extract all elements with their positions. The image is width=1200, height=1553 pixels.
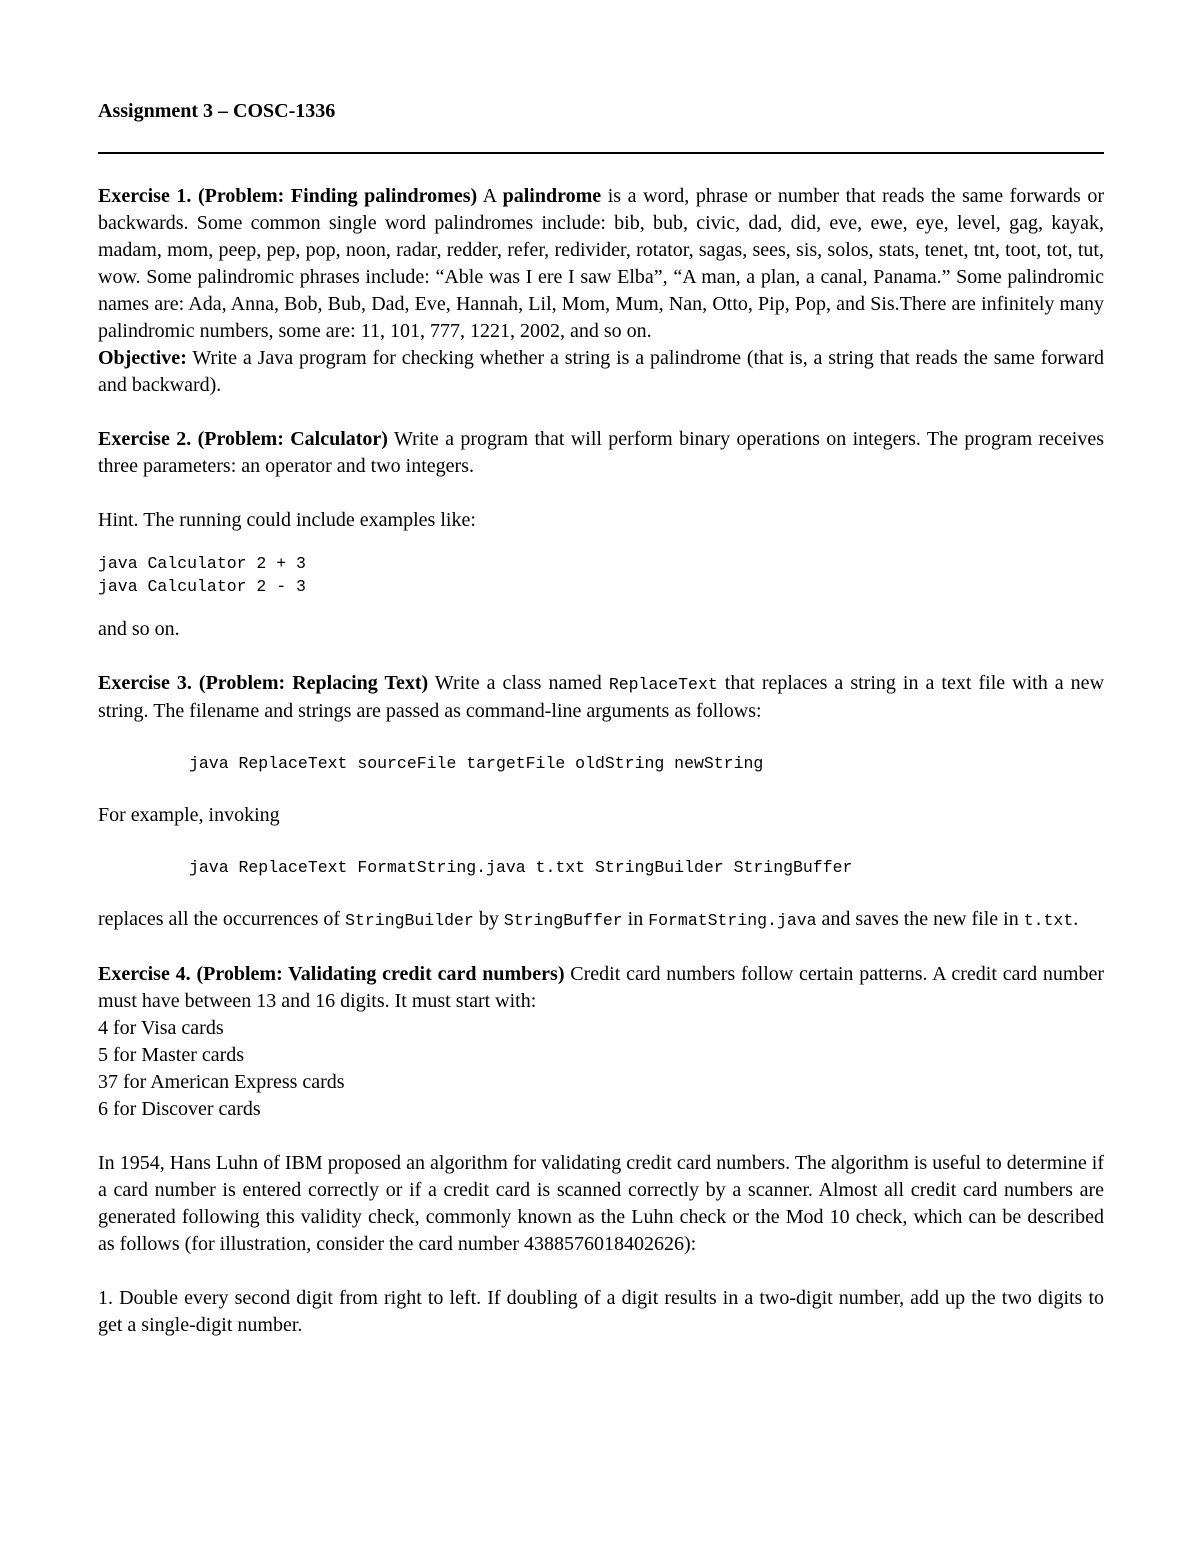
for-example-text: For example, invoking — [98, 804, 280, 826]
exercise-2-problem: (Problem: Calculator) — [197, 428, 388, 450]
exercise-3-paragraph — [98, 670, 1104, 725]
exercise-1-text-b: is a word, phrase or number that reads the same forwards or backwards. Some common single word palindromes include: bib, bub, civic, dad, did, eve, ewe, eye, level, gag, kayak, madam, mom, peep, pep, pop, noon, radar, redder, refer, redivider, rotator, sagas, sees, sis, solos, stats, tenet, tnt, toot, tot, tut, wow. Some palindromic phrases include: “Able was I ere I saw Elba”, “A man, a plan, a canal, Panama.” Some palindromic names are: Ada, Anna, Bob, Bub, Dad, Eve, Hannah, Lil, Mom, Mum, Nan, Otto, Pip, Pop, and Sis.There are infinitely many palindromic numbers, some are: 11, 101, 777, 1221, 2002, and so on. — [98, 185, 1104, 342]
exercise-2-text: Write a program that will perform binary operations on integers. The program receives three parameters: an operator and two integers. — [98, 428, 1105, 477]
inline-code: t.txt — [1023, 911, 1074, 930]
exercise-4-text: Credit card numbers follow certain patterns. A credit card number must have between 13 and 16 digits. It must start with: — [98, 963, 1105, 1012]
luhn-step-1: 1. Double every second digit from right to left. If doubling of a digit results in a two-digit number, add up the two digits to get a single-digit number. — [98, 1287, 1104, 1336]
text-run: replaces all the occurrences of — [98, 908, 346, 930]
inline-code: FormatString.java — [648, 911, 817, 930]
exercise-3-label: Exercise 3. — [98, 672, 192, 694]
inline-code: ReplaceText — [608, 675, 718, 694]
document-page — [98, 98, 1104, 1339]
objective-label: Objective: — [98, 347, 187, 369]
exercise-2-paragraph — [98, 426, 1104, 480]
text-run: by — [473, 908, 504, 930]
text-run: . — [1073, 908, 1079, 930]
exercise-4-label: Exercise 4. — [98, 963, 191, 985]
exercise-3-text-b: that replaces a string in a text file with a new string. The filename and strings are passed as command-line arguments as follows: — [98, 672, 1105, 722]
card-prefix-list — [98, 1015, 1104, 1123]
objective-text: Write a Java program for checking whether a string is a palindrome (that is, a string that reads the same forward and backward). — [98, 347, 1104, 396]
inline-code: StringBuffer — [503, 911, 623, 930]
exercise-1-problem: (Problem: Finding palindromes) — [198, 185, 478, 207]
code-line: java Calculator 2 - 3 — [98, 577, 306, 596]
inline-code: StringBuilder — [345, 911, 474, 930]
exercise-1-paragraph — [98, 183, 1104, 345]
text-run: and saves the new file in — [816, 908, 1024, 930]
exercise-4-paragraph — [98, 961, 1104, 1015]
calculator-example-code — [98, 552, 1104, 598]
title-divider — [98, 152, 1104, 154]
exercise-3-explanation — [98, 906, 1104, 934]
exercise-1-objective — [98, 345, 1104, 399]
code-line: java Calculator 2 + 3 — [98, 554, 306, 573]
exercise-2-label: Exercise 2. — [98, 428, 192, 450]
exercise-2-after: and so on. — [98, 618, 180, 640]
palindrome-term: palindrome — [502, 185, 602, 207]
exercise-3-problem: (Problem: Replacing Text) — [198, 672, 429, 694]
exercise-2-hint: Hint. The running could include examples like: — [98, 509, 476, 531]
exercise-1-text-a: A — [477, 185, 503, 207]
luhn-paragraph: In 1954, Hans Luhn of IBM proposed an algorithm for validating credit card numbers. The algorithm is useful to determine if a card number is entered correctly or if a credit card is scanned correctly by a scanner. Almost all credit card numbers are generated following this validity check, commonly known as the Luhn check or the Mod 10 check, which can be described as follows (for illustration, consider the card number 4388576018402626): — [98, 1152, 1104, 1255]
list-item: 6 for Discover cards — [98, 1098, 261, 1120]
exercise-4-problem: (Problem: Validating credit card numbers) — [196, 963, 565, 985]
list-item: 4 for Visa cards — [98, 1017, 224, 1039]
list-item: 37 for American Express cards — [98, 1071, 345, 1093]
list-item: 5 for Master cards — [98, 1044, 245, 1066]
exercise-1-label: Exercise 1. — [98, 185, 192, 207]
replacetext-usage-code: java ReplaceText sourceFile targetFile oldString newString — [189, 754, 764, 773]
document-title: Assignment 3 – COSC-1336 — [98, 100, 336, 122]
text-run: in — [622, 908, 649, 930]
exercise-3-text-a: Write a class named — [428, 672, 609, 694]
replacetext-example-code: java ReplaceText FormatString.java t.txt StringBuilder StringBuffer — [189, 858, 853, 877]
